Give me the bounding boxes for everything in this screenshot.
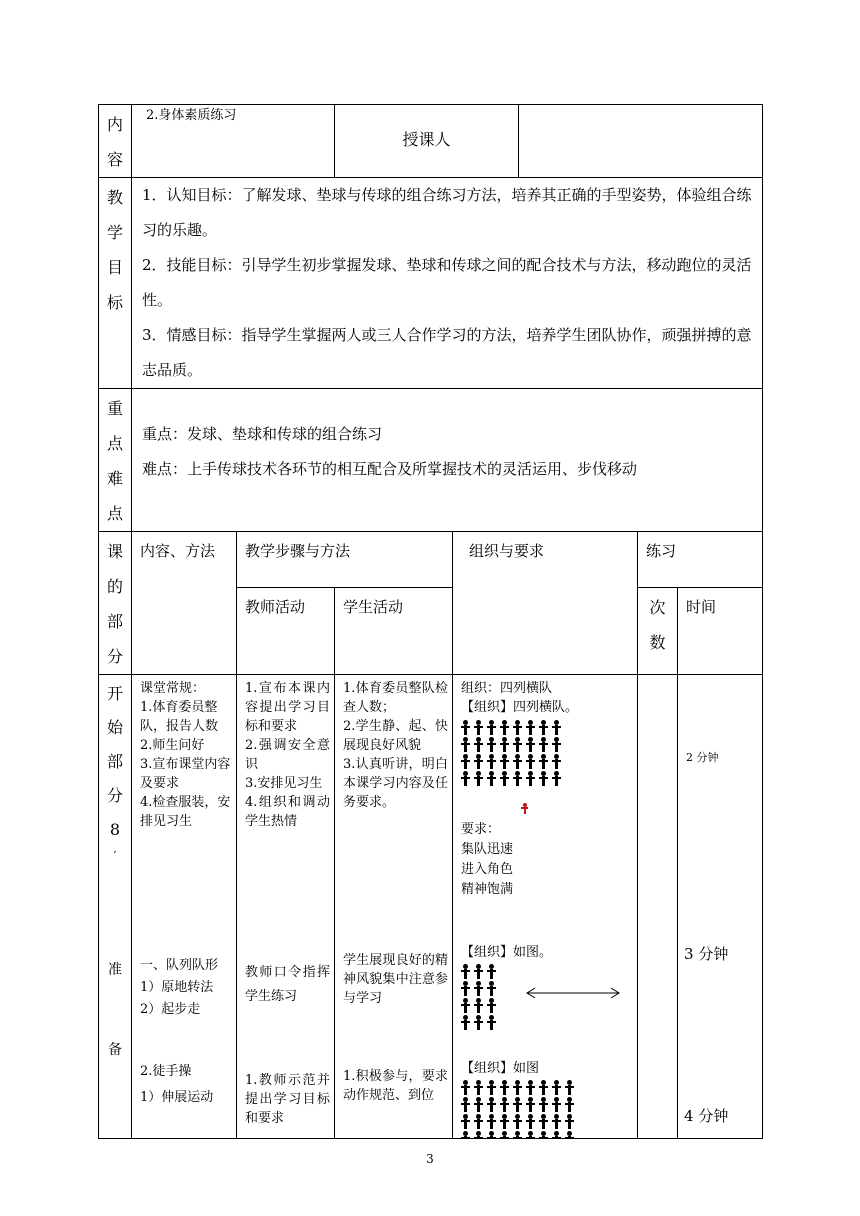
student-figure-icon: [500, 1131, 509, 1139]
student-figure-icon: [552, 720, 561, 735]
objective-cognitive: 1．认知目标：了解发球、垫球与传球的组合练习方法，培养其正确的手型姿势，体验组合练习的乐趣。: [142, 186, 752, 239]
student-figure-icon: [461, 1114, 470, 1129]
keypoints-content: [132, 389, 763, 532]
student-figure-icon: [500, 737, 509, 752]
drill-content: 一、队列队形 1）原地转法 2）起步走: [140, 958, 219, 1017]
page-number: 3: [426, 1152, 434, 1166]
student-figure-icon: [513, 1097, 522, 1112]
student-figure-icon: [500, 754, 509, 769]
student-figure-icon: [552, 1114, 561, 1129]
key-point: 重点：发球、垫球和传球的组合练习: [142, 425, 383, 443]
exercise-org: 【组织】如图: [461, 1061, 540, 1076]
four-rank-formation: [461, 719, 633, 787]
double-arrow-icon: [523, 985, 623, 1001]
student-figure-icon: [461, 1131, 470, 1139]
content-label: 内 容: [99, 105, 132, 178]
student-figure-icon: [513, 1114, 522, 1129]
student-figure-icon: [526, 771, 535, 786]
content-method-header: 内容、方法: [132, 532, 237, 675]
student-exercise: 1.积极参与，要求动作规范、到位: [343, 1069, 448, 1103]
student-figure-icon: [487, 964, 496, 979]
org-title: 组织：四列横队: [461, 681, 553, 696]
student-figure-icon: [513, 737, 522, 752]
student-figure-icon: [565, 1114, 574, 1129]
student-figure-icon: [513, 754, 522, 769]
student-figure-icon: [461, 720, 470, 735]
student-figure-icon: [552, 1097, 561, 1112]
student-routine: 1.体育委员整队检查人数； 2.学生静、起、快展现良好风貌 3.认真听讲，明白本课学习内容及任务要求。: [343, 681, 448, 810]
student-figure-icon: [526, 1131, 535, 1139]
student-figure-icon: [513, 1080, 522, 1095]
student-figure-icon: [474, 737, 483, 752]
student-figure-icon: [565, 1131, 574, 1139]
student-figure-icon: [461, 998, 470, 1013]
student-figure-icon: [474, 754, 483, 769]
student-figure-icon: [539, 1080, 548, 1095]
student-figure-icon: [461, 771, 470, 786]
student-figure-icon: [461, 981, 470, 996]
student-figure-icon: [461, 964, 470, 979]
student-figure-icon: [474, 981, 483, 996]
student-figure-icon: [552, 737, 561, 752]
start-section-row: [99, 675, 763, 1139]
organization-header: 组织与要求: [453, 532, 638, 675]
student-figure-icon: [487, 1080, 496, 1095]
student-figure-icon: [474, 964, 483, 979]
student-figure-icon: [487, 981, 496, 996]
content-method-cell: [132, 675, 237, 1139]
org-sub: 【组织】四列横队。: [461, 700, 579, 715]
student-figure-icon: [539, 737, 548, 752]
student-figure-icon: [474, 720, 483, 735]
time-exercise: 4 分钟: [684, 1107, 729, 1125]
student-figure-icon: [526, 1080, 535, 1095]
table-head-row-1: [99, 532, 763, 588]
student-figure-icon: [552, 754, 561, 769]
content-row: [99, 105, 763, 178]
objectives-label: 教 学 目 标: [99, 178, 132, 389]
keypoints-label: 重 点 难 点: [99, 389, 132, 532]
student-figure-icon: [474, 771, 483, 786]
student-figure-icon: [487, 1131, 496, 1139]
start-part-label: 开 始 部 分 8 ′ 准 备: [99, 675, 132, 1139]
student-figure-icon: [539, 754, 548, 769]
student-figure-icon: [500, 1097, 509, 1112]
student-figure-icon: [487, 771, 496, 786]
drill-org: 【组织】如图。: [461, 945, 553, 960]
org-requirements: 要求： 集队迅速 进入角色 精神饱满: [461, 822, 514, 897]
student-figure-icon: [487, 737, 496, 752]
student-figure-icon: [474, 998, 483, 1013]
teacher-exercise: 1.教师示范并提出学习目标和要求: [245, 1073, 330, 1126]
student-figure-icon: [539, 720, 548, 735]
student-activity-header: 学生活动: [335, 587, 453, 674]
student-figure-icon: [500, 1080, 509, 1095]
student-figure-icon: [487, 1114, 496, 1129]
student-drill: 学生展现良好的精神风貌集中注意参与学习: [343, 953, 448, 1006]
student-figure-icon: [565, 1080, 574, 1095]
teacher-activity-header: 教师活动: [237, 587, 335, 674]
student-figure-icon: [552, 1131, 561, 1139]
column-formation: [461, 963, 500, 1031]
teacher-marker: [521, 801, 633, 820]
student-figure-icon: [513, 1131, 522, 1139]
student-figure-icon: [487, 1015, 496, 1030]
difficulty-point: 难点：上手传球技术各环节的相互配合及所掌握技术的灵活运用、步伐移动: [142, 460, 638, 478]
student-figure-icon: [461, 737, 470, 752]
exercise-content: 2.徒手操 1）伸展运动: [140, 1064, 214, 1105]
content-value: 2.身体素质练习: [132, 105, 335, 178]
time-routine: 2 分钟: [686, 751, 719, 764]
student-figure-icon: [487, 754, 496, 769]
student-figure-icon: [500, 771, 509, 786]
student-figure-icon: [461, 754, 470, 769]
student-figure-icon: [552, 1080, 561, 1095]
student-figure-icon: [526, 754, 535, 769]
student-figure-icon: [474, 1015, 483, 1030]
lesson-plan-table: [98, 104, 763, 1139]
time-header: 时间: [678, 587, 763, 674]
objectives-row: [99, 178, 763, 389]
time-drill: 3 分钟: [684, 945, 729, 963]
times-cell: [638, 675, 678, 1139]
teacher-drill: 教师口令指挥学生练习: [245, 965, 330, 1004]
teacher-activity-cell: [237, 675, 335, 1139]
times-header: 次 数: [638, 587, 678, 674]
student-figure-icon: [500, 720, 509, 735]
student-figure-icon: [487, 998, 496, 1013]
student-figure-icon: [526, 1114, 535, 1129]
student-figure-icon: [513, 771, 522, 786]
student-figure-icon: [539, 771, 548, 786]
student-figure-icon: [539, 1114, 548, 1129]
practice-header: 练习: [638, 532, 763, 588]
time-cell: [678, 675, 763, 1139]
student-figure-icon: [526, 737, 535, 752]
objectives-content: [132, 178, 763, 389]
teacher-figure-icon: [521, 803, 528, 814]
student-figure-icon: [552, 771, 561, 786]
student-figure-icon: [539, 1097, 548, 1112]
student-figure-icon: [487, 1097, 496, 1112]
student-figure-icon: [500, 1114, 509, 1129]
teacher-label: 授课人: [335, 105, 519, 178]
student-figure-icon: [474, 1080, 483, 1095]
student-figure-icon: [461, 1097, 470, 1112]
organization-cell: [453, 675, 638, 1139]
keypoints-row: [99, 389, 763, 532]
exercise-formation: [461, 1079, 578, 1139]
part-label: 课 的 部 分: [99, 532, 132, 675]
teacher-routine: 1.宣布本课内容提出学习目标和要求 2.强调安全意识 3.安排见习生 4.组织和调动学生热情: [245, 681, 330, 829]
student-activity-cell: [335, 675, 453, 1139]
student-figure-icon: [474, 1114, 483, 1129]
objective-skill: 2．技能目标：引导学生初步掌握发球、垫球和传球之间的配合技术与方法，移动跑位的灵活性。: [142, 256, 752, 309]
teacher-value: [519, 105, 763, 178]
student-figure-icon: [539, 1131, 548, 1139]
student-figure-icon: [474, 1131, 483, 1139]
student-figure-icon: [526, 1097, 535, 1112]
student-figure-icon: [461, 1015, 470, 1030]
student-figure-icon: [526, 720, 535, 735]
student-figure-icon: [513, 720, 522, 735]
routine-content: 课堂常规： 1.体育委员整队，报告人数 2.师生问好 3.宣布课堂内容及要求 4.检查服装，安排见习生: [140, 681, 231, 829]
steps-header: 教学步骤与方法: [237, 532, 453, 588]
student-figure-icon: [565, 1097, 574, 1112]
objective-emotion: 3．情感目标：指导学生掌握两人或三人合作学习的方法，培养学生团队协作，顽强拼搏的意志品质。: [142, 326, 752, 379]
student-figure-icon: [487, 720, 496, 735]
student-figure-icon: [474, 1097, 483, 1112]
student-figure-icon: [461, 1080, 470, 1095]
